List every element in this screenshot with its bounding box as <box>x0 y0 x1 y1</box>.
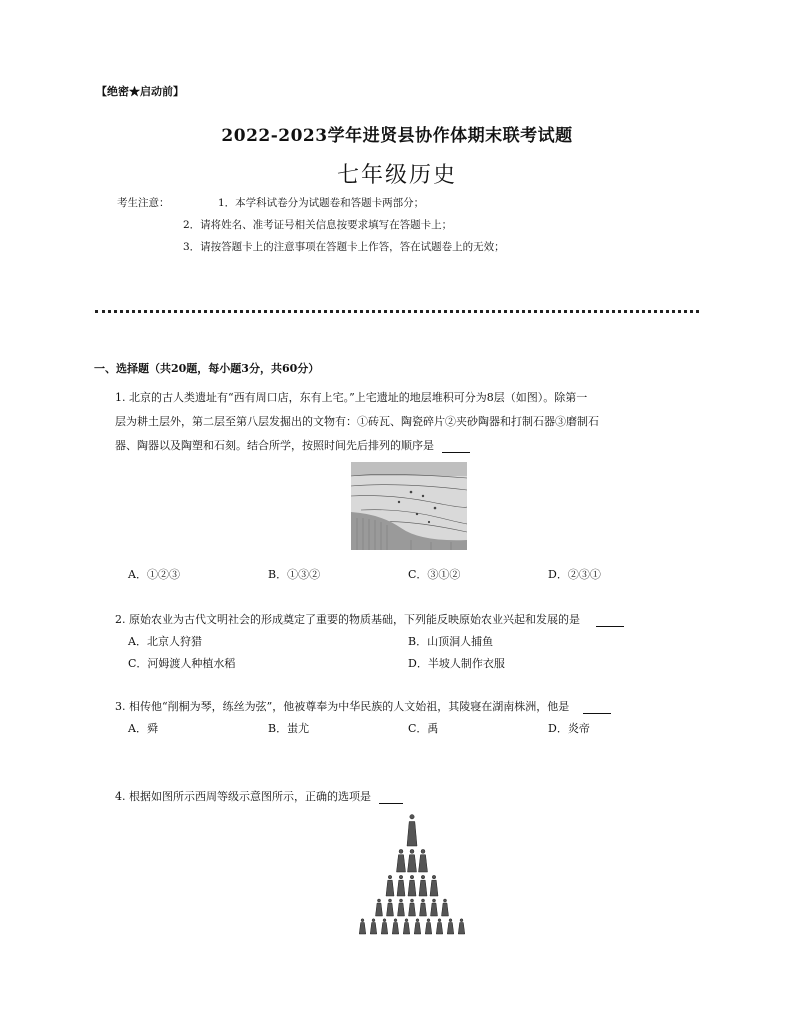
figure-body <box>425 922 432 934</box>
figure-body <box>458 922 465 934</box>
figure-head <box>421 849 425 853</box>
question-3-option-b[interactable]: B．蚩尤 <box>268 722 310 735</box>
answer-blank <box>583 712 611 714</box>
figure-body <box>447 922 454 934</box>
figure-head <box>410 815 414 819</box>
notice-item-1: 1．本学科试卷分为试题卷和答题卡两部分； <box>218 197 425 209</box>
figure-body <box>436 922 443 934</box>
question-3-option-a[interactable]: A．舜 <box>128 722 158 735</box>
question-1-line-3: 器、陶器以及陶塑和石刻。结合所学，按照时间先后排列的顺序是 <box>115 437 470 453</box>
figure-body <box>398 903 405 916</box>
figure-body <box>397 855 406 872</box>
figure-body <box>408 880 416 896</box>
stratigraphy-image <box>351 462 467 550</box>
exam-subtitle: 七年级历史 <box>336 163 457 188</box>
question-2-option-a[interactable]: A．北京人狩猎 <box>128 635 202 648</box>
figure-head <box>405 919 408 922</box>
figure-head <box>432 875 436 879</box>
answer-blank <box>596 625 624 627</box>
figure-head <box>388 875 392 879</box>
notice-label: 考生注意： <box>117 197 170 209</box>
figure-head <box>410 875 414 879</box>
figure-head <box>372 919 375 922</box>
figure-head <box>421 875 425 879</box>
figure-head <box>383 919 386 922</box>
figure-head <box>377 899 380 902</box>
question-3-option-d[interactable]: D．炎帝 <box>548 722 590 735</box>
figure-body <box>442 903 449 916</box>
figure-head <box>443 899 446 902</box>
figure-head <box>416 919 419 922</box>
answer-blank <box>442 451 470 453</box>
question-1-line-2: 层为耕土层外，第二层至第八层发掘出的文物有：①砖瓦、陶瓷碎片②夹砂陶器和打制石器③磨制石 <box>115 415 599 428</box>
question-1-option-c[interactable]: C．③①② <box>408 568 461 581</box>
figure-body <box>414 922 421 934</box>
figure-head <box>460 919 463 922</box>
figure-head <box>394 919 397 922</box>
figure-body <box>408 855 417 872</box>
notice-item-3: 3．请按答题卡上的注意事项在答题卡上作答，答在试题卷上的无效； <box>183 241 505 253</box>
question-1-line-1: 1. 北京的古人类遗址有“西有周口店，东有上宅。”上宅遗址的地层堆积可分为8层（如图）。除第一 <box>115 391 588 404</box>
figure-body <box>370 922 377 934</box>
figure-head <box>399 849 403 853</box>
figure-body <box>387 903 394 916</box>
figure-head <box>449 919 452 922</box>
zhou-hierarchy-pyramid-image <box>353 808 471 942</box>
figure-head <box>438 919 441 922</box>
figure-body <box>407 822 417 846</box>
question-4-stem: 4. 根据如图所示西周等级示意图所示，正确的选项是 <box>115 788 403 804</box>
question-2-option-b[interactable]: B．山顶洞人捕鱼 <box>408 635 494 648</box>
exam-title: 2022-2023学年进贤县协作体期末联考试题 <box>221 126 573 146</box>
separator-dotted-line <box>95 310 699 313</box>
answer-blank <box>379 802 403 804</box>
figure-head <box>399 875 403 879</box>
figure-body <box>403 922 410 934</box>
figure-body <box>381 922 388 934</box>
figure-head <box>410 899 413 902</box>
figure-body <box>392 922 399 934</box>
figure-body <box>420 903 427 916</box>
question-2-stem: 2. 原始农业为古代文明社会的形成奠定了重要的物质基础，下列能反映原始农业兴起和发展的是 <box>115 611 624 627</box>
figure-body <box>397 880 405 896</box>
question-1-option-a[interactable]: A．①②③ <box>128 568 180 581</box>
figure-head <box>427 919 430 922</box>
notice-item-2: 2．请将姓名、准考证号相关信息按要求填写在答题卡上； <box>183 219 453 231</box>
question-3-stem: 3. 相传他“削桐为琴，练丝为弦”，他被尊奉为中华民族的人文始祖，其陵寝在湖南株洲，他是 <box>115 698 611 714</box>
figure-body <box>419 880 427 896</box>
figure-body <box>419 855 428 872</box>
figure-head <box>432 899 435 902</box>
section-heading: 一、选择题（共20题，每小题3分，共60分） <box>94 362 320 375</box>
confidential-label: 【绝密★启动前】 <box>96 85 184 98</box>
figure-body <box>430 880 438 896</box>
figure-body <box>409 903 416 916</box>
figure-body <box>359 922 366 934</box>
figure-body <box>431 903 438 916</box>
figure-body <box>386 880 394 896</box>
question-2-option-c[interactable]: C．河姆渡人种植水稻 <box>128 657 236 670</box>
question-1-option-d[interactable]: D．②③① <box>548 568 601 581</box>
figure-head <box>410 849 414 853</box>
figure-head <box>421 899 424 902</box>
question-2-option-d[interactable]: D．半坡人制作衣服 <box>408 657 505 670</box>
figure-head <box>361 919 364 922</box>
figure-head <box>399 899 402 902</box>
question-3-option-c[interactable]: C．禹 <box>408 722 439 735</box>
figure-body <box>376 903 383 916</box>
figure-head <box>388 899 391 902</box>
question-1-option-b[interactable]: B．①③② <box>268 568 321 581</box>
